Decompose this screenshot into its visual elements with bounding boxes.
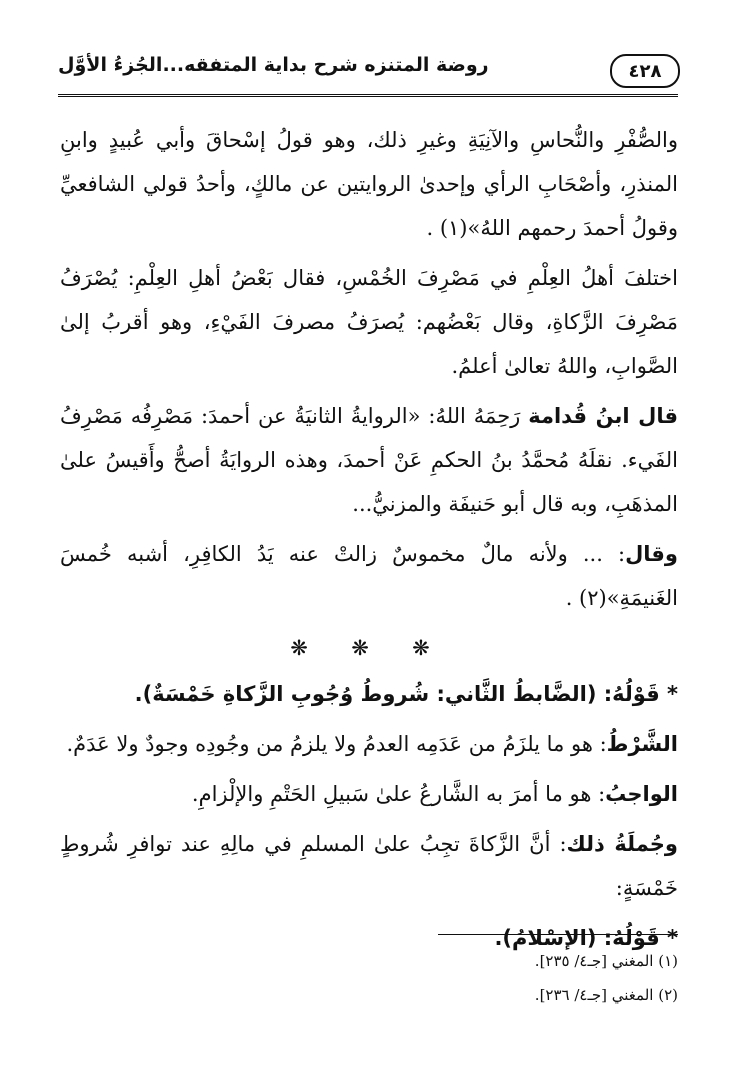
running-title: روضة المتنزه شرح بداية المتفقه...الجُزءُ الأوَّل <box>58 54 489 76</box>
paragraph-qal <box>60 532 678 620</box>
footnotes <box>60 944 678 1012</box>
definition-text: : هو ما أمرَ به الشَّارعُ علىٰ سَبيلِ الحَتْمِ والإلْزامِ. <box>191 782 606 806</box>
page-header <box>58 50 680 92</box>
summary-text: : أنَّ الزَّكاةَ تجِبُ علىٰ المسلمِ في مالِهِ عند توافرِ شُروطٍ خَمْسَةٍ: <box>60 832 678 900</box>
term-label: الواجبُ <box>605 782 678 806</box>
footnote-divider <box>438 934 678 935</box>
definition-text: : هو ما يلزَمُ من عَدَمِه العدمُ ولا يلزمُ من وجُودِه وجودٌ ولا عَدَمٌ. <box>66 732 607 756</box>
paragraph-summary <box>60 822 678 910</box>
definition-condition <box>60 722 678 766</box>
header-divider <box>58 94 678 97</box>
page-number: ٤٢٨ <box>610 54 680 88</box>
term-label: وجُملَةُ ذلك <box>566 832 678 856</box>
quote-text: : ... ولأنه مالٌ مخموسٌ زالتْ عنه يَدُ الكافِرِ، أشبه خُمسَ الغَنيمَةِ»(٢) . <box>60 542 678 610</box>
footnote-1: (١) المغني [جـ٤/ ٢٣٥]. <box>534 952 678 970</box>
quote-text: رَحِمَهُ اللهُ: «الروايةُ الثانيَةُ عن أحمدَ: مَصْرِفُه مَصْرِفُ الفَيء. نقلَهُ مُحمَّدُ بنُ الحكمِ عَنْ أحمدَ، وهذه الروايَةُ أصحُّ وأَقيسُ علىٰ المذهَبِ، وبه قال أبو حَنيفَة والمزنيُّ... <box>60 404 678 516</box>
speaker-label: قال ابنُ قُدامة <box>528 404 678 428</box>
definition-obligatory <box>60 772 678 816</box>
paragraph-khums: اختلفَ أهلُ العِلْمِ في مَصْرِفَ الخُمْسِ، فقال بَعْضُ أهلِ العِلْمِ: يُصْرَفُ مَصْرِفَ الزَّكاةِ، وقال بَعْضُهم: يُصرَفُ مصرفَ الفَيْءِ، وهو أقربُ إلىٰ الصَّوابِ، واللهُ تعالىٰ أعلمُ. <box>60 266 678 378</box>
section-separator: ❋ ❋ ❋ <box>290 636 448 660</box>
main-text <box>60 118 678 966</box>
heading-islam: * قَوْلُهُ: (الإسْلامُ). <box>494 926 678 950</box>
heading-second-rule: * قَوْلُهُ: (الضَّابطُ الثَّاني: شُروطُ وُجُوبِ الزَّكاةِ خَمْسَةٌ). <box>134 682 678 706</box>
paragraph-ibn-qudama <box>60 394 678 526</box>
speaker-label: وقال <box>625 542 678 566</box>
term-label: الشَّرْطُ <box>606 732 678 756</box>
paragraph-quote-end: والصُّفْرِ والنُّحاسِ والآنِيَةِ وغيرِ ذلك، وهو قولُ إسْحاقَ وأبي عُبيدٍ وابنِ المنذرِ، وأصْحَابِ الرأي وإحدىٰ الروايتين عن مالكٍ، وأحدُ قولي الشافعيِّ وقولُ أحمدَ رحمهم اللهُ»(١) . <box>60 128 678 240</box>
footnote-2: (٢) المغني [جـ٤/ ٢٣٦]. <box>534 986 678 1004</box>
